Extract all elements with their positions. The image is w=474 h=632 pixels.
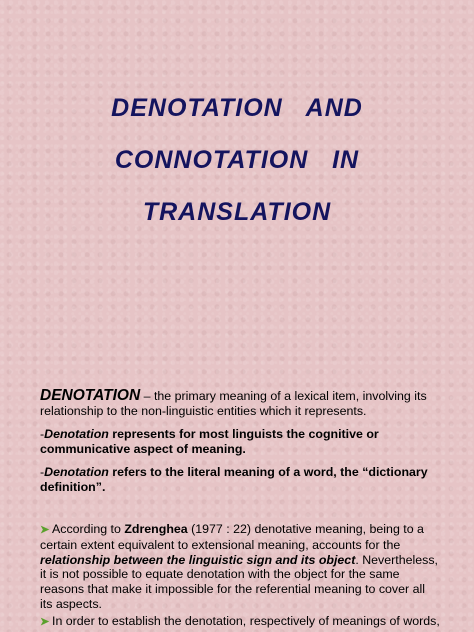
title-line-1: DENOTATION AND bbox=[111, 94, 363, 122]
arrow-bullet-icon: ➤ bbox=[40, 615, 50, 628]
point-term: Denotation bbox=[44, 465, 109, 479]
definition-text: – the primary meaning of a lexical item, involving its relationship to the non-linguistic entities which it represents. bbox=[40, 389, 427, 418]
point-paragraph bbox=[40, 427, 440, 457]
definition-paragraph bbox=[40, 388, 440, 419]
bullet-item bbox=[40, 522, 440, 612]
point-term: Denotation bbox=[44, 427, 109, 441]
bullet-list bbox=[40, 522, 440, 632]
bullet-author: Zdrenghea bbox=[124, 522, 188, 536]
title-line-3: TRANSLATION bbox=[142, 198, 332, 226]
bullet-text: In order to establish the denotation, respectively of meanings of words, bbox=[52, 613, 440, 628]
point-paragraph bbox=[40, 465, 440, 495]
point-lead: - bbox=[40, 427, 45, 441]
bullet-mid: (1977 : 22) denotative meaning, being to a certain extent equivalent to extensional meaning, accounts for the bbox=[40, 522, 424, 552]
bullet-emphasis: relationship between the linguistic sign and its object bbox=[40, 552, 356, 567]
point-lead: - bbox=[40, 465, 45, 479]
point-text: refers to the literal meaning of a word, the “dictionary definition”. bbox=[40, 465, 428, 494]
title-line-2: CONNOTATION IN bbox=[114, 146, 360, 174]
bullet-tail: . Nevertheless, it is not possible to equate denotation with the object for the same reasons that make it impossible for the referential meaning to cover all its aspects. bbox=[40, 552, 438, 611]
arrow-bullet-icon: ➤ bbox=[40, 524, 50, 536]
point-text: represents for most linguists the cognitive or communicative aspect of meaning. bbox=[40, 427, 379, 456]
definition-term: DENOTATION bbox=[40, 387, 141, 404]
bullet-intro: According to bbox=[52, 522, 125, 536]
definition-block bbox=[40, 388, 440, 503]
bullet-item bbox=[40, 614, 440, 630]
